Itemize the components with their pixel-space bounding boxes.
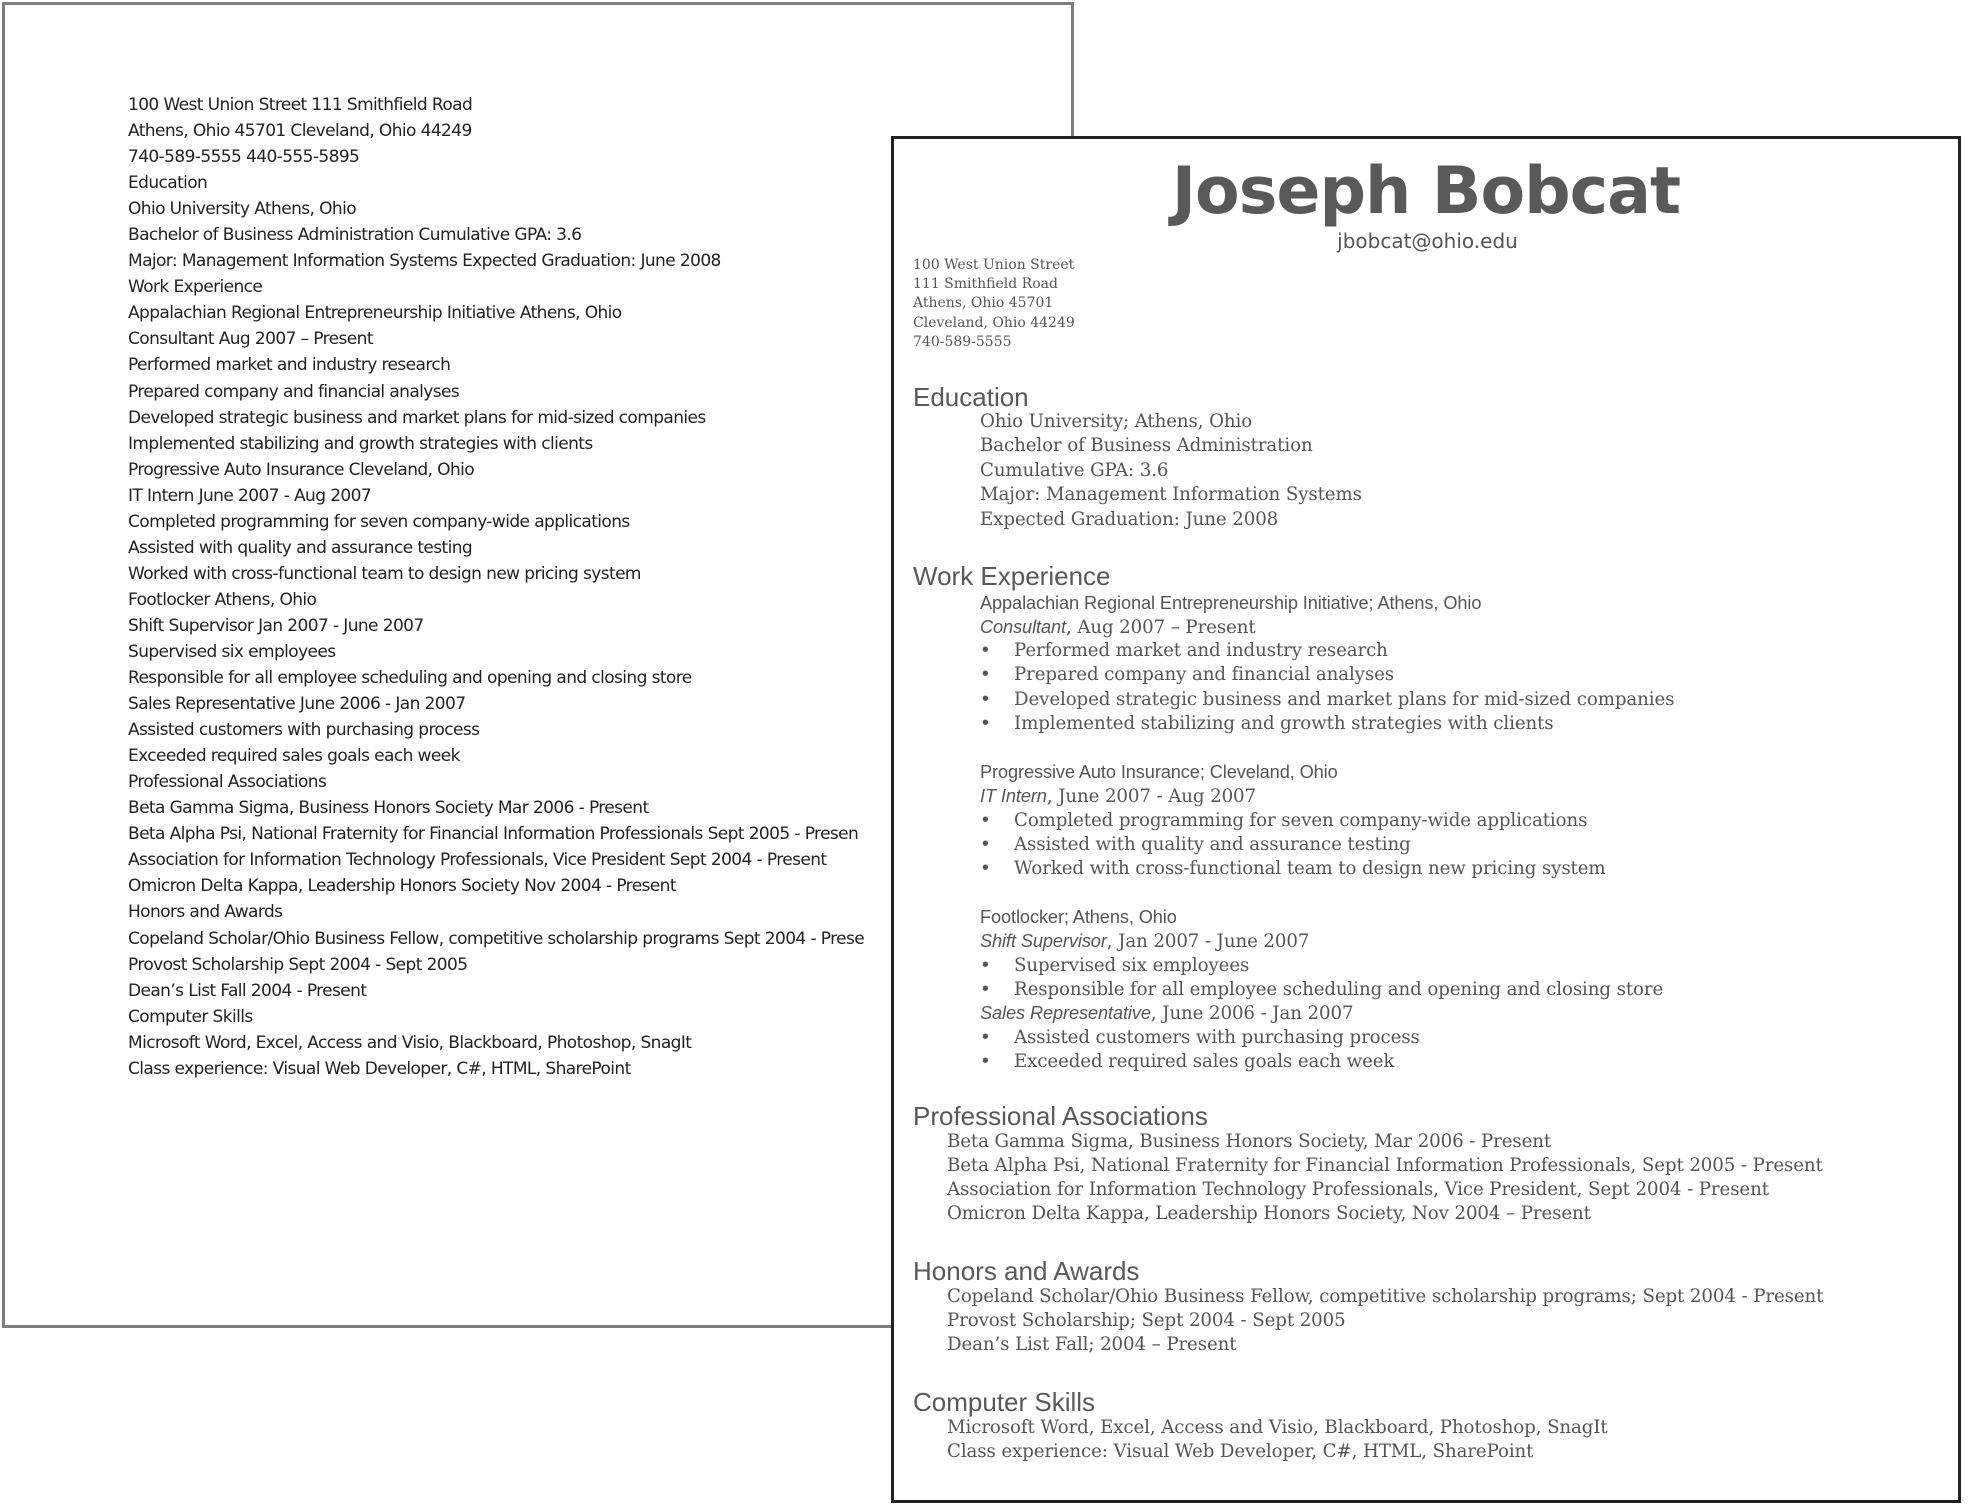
bullet-text: Exceeded required sales goals each week [1014,1051,1395,1072]
plain-line: Bachelor of Business Administration Cumulative GPA: 3.6 [128,225,582,246]
formatted-resume-page [891,136,1961,1503]
honors-line: Dean’s List Fall; 2004 – Present [947,1334,1237,1355]
address-line: 740-589-5555 [913,333,1012,350]
plain-line: Education [128,173,208,194]
bullet-text: Developed strategic business and market plans for mid-sized companies [1014,689,1675,710]
bullet-item [980,688,1674,712]
resume-name: Joseph Bobcat [1171,154,1681,229]
bullet-item [980,639,1388,663]
bullet-item [980,712,1554,736]
address-block [913,256,1075,352]
bullet-text: Assisted customers with purchasing process [1014,1027,1420,1048]
job-dates: , June 2007 - Aug 2007 [1046,786,1257,807]
job-title: IT Intern [980,786,1047,806]
bullet-icon: • [980,640,991,661]
education-line: Bachelor of Business Administration [980,435,1313,456]
honors-line: Copeland Scholar/Ohio Business Fellow, competitive scholarship programs; Sept 2004 - Present [947,1286,1824,1307]
plain-line: Class experience: Visual Web Developer, C#, HTML, SharePoint [128,1058,631,1079]
plain-line: Provost Scholarship Sept 2004 - Sept 2005 [128,954,468,975]
association-line: Beta Alpha Psi, National Fraternity for Financial Information Professionals, Sept 2005 - Present [947,1155,1823,1176]
plain-line: Sales Representative June 2006 - Jan 2007 [128,694,466,715]
plain-line: Dean’s List Fall 2004 - Present [128,980,367,1001]
education-line: Cumulative GPA: 3.6 [980,460,1169,481]
plain-line: 100 West Union Street 111 Smithfield Road [128,95,473,115]
education-line: Major: Management Information Systems [980,484,1362,505]
bullet-icon: • [980,858,991,879]
job-title-line [980,929,1309,954]
bullet-icon: • [980,1051,991,1072]
plain-line: Work Experience [128,277,263,298]
honors-heading: Honors and Awards [913,1256,1140,1286]
plain-line: Athens, Ohio 45701 Cleveland, Ohio 44249 [128,121,472,142]
bullet-icon: • [980,713,991,734]
skills-line: Class experience: Visual Web Developer, C#, HTML, SharePoint [947,1441,1534,1462]
plain-line: Shift Supervisor Jan 2007 - June 2007 [128,615,424,636]
bullet-item [980,809,1587,833]
bullet-icon: • [980,979,991,1000]
bullet-item [980,1050,1394,1074]
plain-line: Major: Management Information Systems Expected Graduation: June 2008 [128,251,721,272]
computer-skills-heading: Computer Skills [913,1387,1096,1417]
bullet-icon: • [980,1027,991,1048]
plain-line: Responsible for all employee scheduling and opening and closing store [128,668,692,689]
associations-heading: Professional Associations [913,1101,1208,1131]
plain-line: Worked with cross-functional team to design new pricing system [128,563,641,584]
job-employer: Footlocker; Athens, Ohio [980,907,1177,927]
plain-line: 740-589-5555 440-555-5895 [128,147,360,168]
association-line: Beta Gamma Sigma, Business Honors Society, Mar 2006 - Present [947,1131,1552,1152]
plain-line: Computer Skills [128,1006,253,1027]
bullet-item [980,857,1606,881]
plain-line: Supervised six employees [128,641,336,662]
bullet-item [980,954,1249,978]
job-dates: , June 2006 - Jan 2007 [1150,1003,1354,1024]
work-experience-heading: Work Experience [913,561,1111,591]
bullet-item [980,1026,1420,1050]
bullet-text: Performed market and industry research [1014,640,1388,661]
plain-line: Beta Alpha Psi, National Fraternity for Financial Information Professionals Sept 2005 - Presen [128,824,859,845]
plain-line: IT Intern June 2007 - Aug 2007 [128,485,372,506]
plain-line: Performed market and industry research [128,355,451,376]
bullet-text: Worked with cross-functional team to design new pricing system [1014,858,1606,879]
plain-line: Professional Associations [128,772,327,793]
job-employer: Appalachian Regional Entrepreneurship Initiative; Athens, Ohio [980,593,1482,613]
plain-line: Developed strategic business and market plans for mid-sized companies [128,407,706,428]
job-dates: , Jan 2007 - June 2007 [1106,931,1310,952]
plain-line: Beta Gamma Sigma, Business Honors Society Mar 2006 - Present [128,798,649,819]
plain-line: Honors and Awards [128,902,283,923]
plain-line: Assisted customers with purchasing process [128,720,480,741]
honors-line: Provost Scholarship; Sept 2004 - Sept 2005 [947,1310,1346,1331]
bullet-text: Completed programming for seven company-wide applications [1014,810,1588,831]
address-line: Athens, Ohio 45701 [913,295,1054,312]
bullet-icon: • [980,955,991,976]
bullet-icon: • [980,689,991,710]
job-title: Consultant [980,617,1066,637]
education-line: Expected Graduation: June 2008 [980,509,1279,530]
address-line: Cleveland, Ohio 44249 [913,314,1075,331]
education-heading: Education [913,382,1029,412]
plain-line: Consultant Aug 2007 – Present [128,329,373,350]
bullet-text: Responsible for all employee scheduling and opening and closing store [1014,979,1664,1000]
address-line: 100 West Union Street [913,257,1075,273]
plain-line: Association for Information Technology Professionals, Vice President Sept 2004 - Present [128,850,827,871]
plain-line: Appalachian Regional Entrepreneurship Initiative Athens, Ohio [128,303,622,324]
bullet-text: Implemented stabilizing and growth strategies with clients [1014,713,1554,734]
education-line: Ohio University; Athens, Ohio [980,411,1253,432]
plain-line: Progressive Auto Insurance Cleveland, Ohio [128,459,475,480]
plain-line: Footlocker Athens, Ohio [128,589,317,610]
bullet-item [980,978,1663,1002]
plain-line: Exceeded required sales goals each week [128,746,460,767]
plain-line: Ohio University Athens, Ohio [128,199,356,220]
association-line: Omicron Delta Kappa, Leadership Honors Society, Nov 2004 – Present [947,1203,1591,1224]
bullet-text: Prepared company and financial analyses [1014,664,1394,685]
plain-line: Prepared company and financial analyses [128,381,460,402]
address-line: 111 Smithfield Road [913,276,1058,293]
bullet-item [980,663,1394,687]
plain-line: Copeland Scholar/Ohio Business Fellow, competitive scholarship programs Sept 2004 - Prese [128,928,865,949]
bullet-icon: • [980,834,991,855]
plain-line: Assisted with quality and assurance testing [128,537,473,558]
resume-email: jbobcat@ohio.edu [1337,229,1518,253]
bullet-icon: • [980,664,991,685]
job-title: Shift Supervisor [980,931,1107,951]
bullet-icon: • [980,810,991,831]
job-title: Sales Representative [980,1003,1151,1023]
bullet-text: Supervised six employees [1014,955,1250,976]
bullet-text: Assisted with quality and assurance testing [1014,834,1411,855]
bullet-item [980,833,1411,857]
plain-text-lines [128,92,864,1082]
plain-line: Microsoft Word, Excel, Access and Visio, Blackboard, Photoshop, SnagIt [128,1032,692,1053]
job-employer: Progressive Auto Insurance; Cleveland, Ohio [980,762,1338,782]
job-title-line [980,1001,1353,1026]
plain-line: Completed programming for seven company-wide applications [128,511,630,532]
job-title-line [980,615,1256,640]
job-dates: , Aug 2007 – Present [1065,617,1256,638]
job-title-line [980,784,1256,809]
plain-line: Omicron Delta Kappa, Leadership Honors Society Nov 2004 - Present [128,876,676,897]
association-line: Association for Information Technology Professionals, Vice President, Sept 2004 - Present [947,1179,1769,1200]
plain-line: Implemented stabilizing and growth strategies with clients [128,433,593,454]
skills-line: Microsoft Word, Excel, Access and Visio, Blackboard, Photoshop, SnagIt [947,1417,1608,1438]
